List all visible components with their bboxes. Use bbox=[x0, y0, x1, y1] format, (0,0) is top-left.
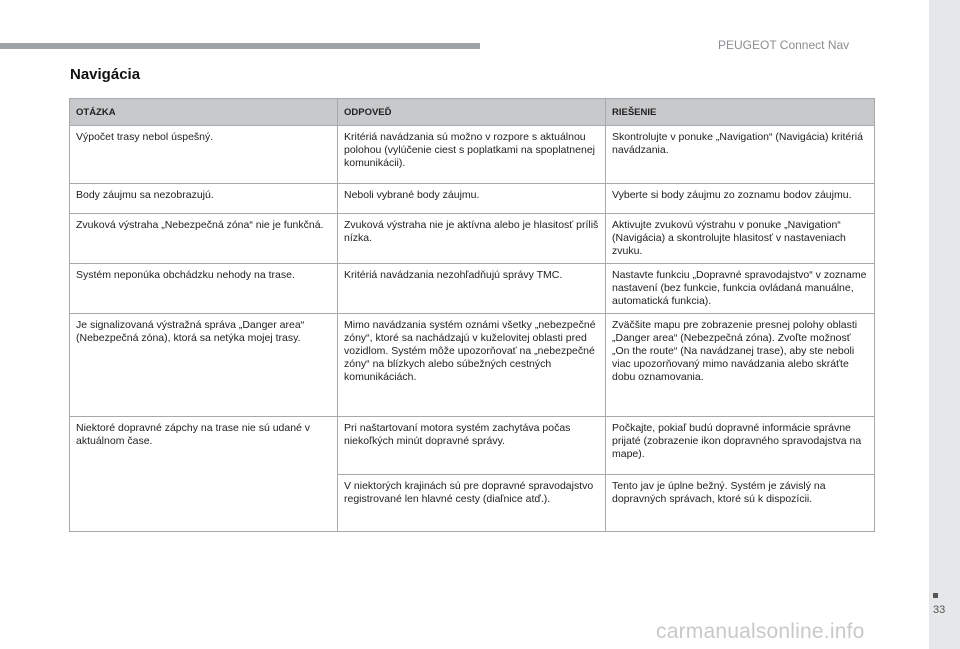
question-cell: Zvuková výstraha „Nebezpečná zóna“ nie je funkčná. bbox=[70, 214, 338, 264]
question-cell: Niektoré dopravné zápchy na trase nie sú udané v aktuálnom čase. bbox=[70, 417, 338, 532]
question-cell: Systém neponúka obchádzku nehody na trase. bbox=[70, 264, 338, 314]
brand-label: PEUGEOT Connect Nav bbox=[718, 38, 850, 52]
side-margin-strip bbox=[929, 0, 960, 649]
solution-cell: Počkajte, pokiaľ budú dopravné informácie správne prijaté (zobrazenie ikon dopravného spravodajstva na mape). bbox=[606, 417, 875, 475]
table-row bbox=[70, 264, 875, 314]
answer-cell: Zvuková výstraha nie je aktívna alebo je hlasitosť príliš nízka. bbox=[338, 214, 606, 264]
solution-cell: Tento jav je úplne bežný. Systém je závislý na dopravných správach, ktoré sú k dispozícii. bbox=[606, 475, 875, 532]
answer-cell: Neboli vybrané body záujmu. bbox=[338, 184, 606, 214]
solution-cell: Vyberte si body záujmu zo zoznamu bodov záujmu. bbox=[606, 184, 875, 214]
page-title: Navigácia bbox=[70, 66, 141, 83]
page-number: 33 bbox=[933, 604, 946, 616]
watermark: carmanualsonline.info bbox=[656, 620, 865, 643]
solution-cell: Zväčšite mapu pre zobrazenie presnej polohy oblasti „Danger area“ (Nebezpečná zóna). Zvoľte možnosť „On the route“ (Na navádzanej trase), aby ste neboli viac upozorňovaný mimo navádzania alebo skráťte dobu oznamovania. bbox=[606, 314, 875, 417]
solution-cell: Skontrolujte v ponuke „Navigation“ (Navigácia) kritériá navádzania. bbox=[606, 126, 875, 184]
column-header-question: OTÁZKA bbox=[70, 99, 338, 126]
table-row bbox=[70, 417, 875, 475]
solution-cell: Nastavte funkciu „Dopravné spravodajstvo“ v zozname nastavení (bez funkcie, funkcia ovládaná manuálne, automatická funkcia). bbox=[606, 264, 875, 314]
question-cell: Je signalizovaná výstražná správa „Danger area“ (Nebezpečná zóna), ktorá sa netýka mojej trasy. bbox=[70, 314, 338, 417]
table-header-row bbox=[70, 99, 875, 126]
page-marker bbox=[933, 593, 938, 598]
column-header-solution: RIEŠENIE bbox=[606, 99, 875, 126]
answer-cell: Mimo navádzania systém oznámi všetky „nebezpečné zóny“, ktoré sa nachádzajú v kuželovitej oblasti pred vozidlom. Systém môže upozorňovať na „nebezpečné zóny“ na blízkych alebo súbežných cestných komunikáciách. bbox=[338, 314, 606, 417]
question-cell: Body záujmu sa nezobrazujú. bbox=[70, 184, 338, 214]
column-header-answer: ODPOVEĎ bbox=[338, 99, 606, 126]
answer-cell: Pri naštartovaní motora systém zachytáva počas niekoľkých minút dopravné správy. bbox=[338, 417, 606, 475]
troubleshooting-table bbox=[69, 98, 875, 532]
header-rule bbox=[0, 43, 480, 49]
answer-cell: Kritériá navádzania nezohľadňujú správy TMC. bbox=[338, 264, 606, 314]
answer-cell: V niektorých krajinách sú pre dopravné spravodajstvo registrované len hlavné cesty (diaľnice atď.). bbox=[338, 475, 606, 532]
table-row bbox=[70, 184, 875, 214]
answer-cell: Kritériá navádzania sú možno v rozpore s aktuálnou polohou (vylúčenie ciest s poplatkami na spoplatnenej komunikácii). bbox=[338, 126, 606, 184]
table-row bbox=[70, 126, 875, 184]
solution-cell: Aktivujte zvukovú výstrahu v ponuke „Navigation“ (Navigácia) a skontrolujte hlasitosť v nastaveniach zvuku. bbox=[606, 214, 875, 264]
table-row bbox=[70, 314, 875, 417]
table-row bbox=[70, 214, 875, 264]
question-cell: Výpočet trasy nebol úspešný. bbox=[70, 126, 338, 184]
